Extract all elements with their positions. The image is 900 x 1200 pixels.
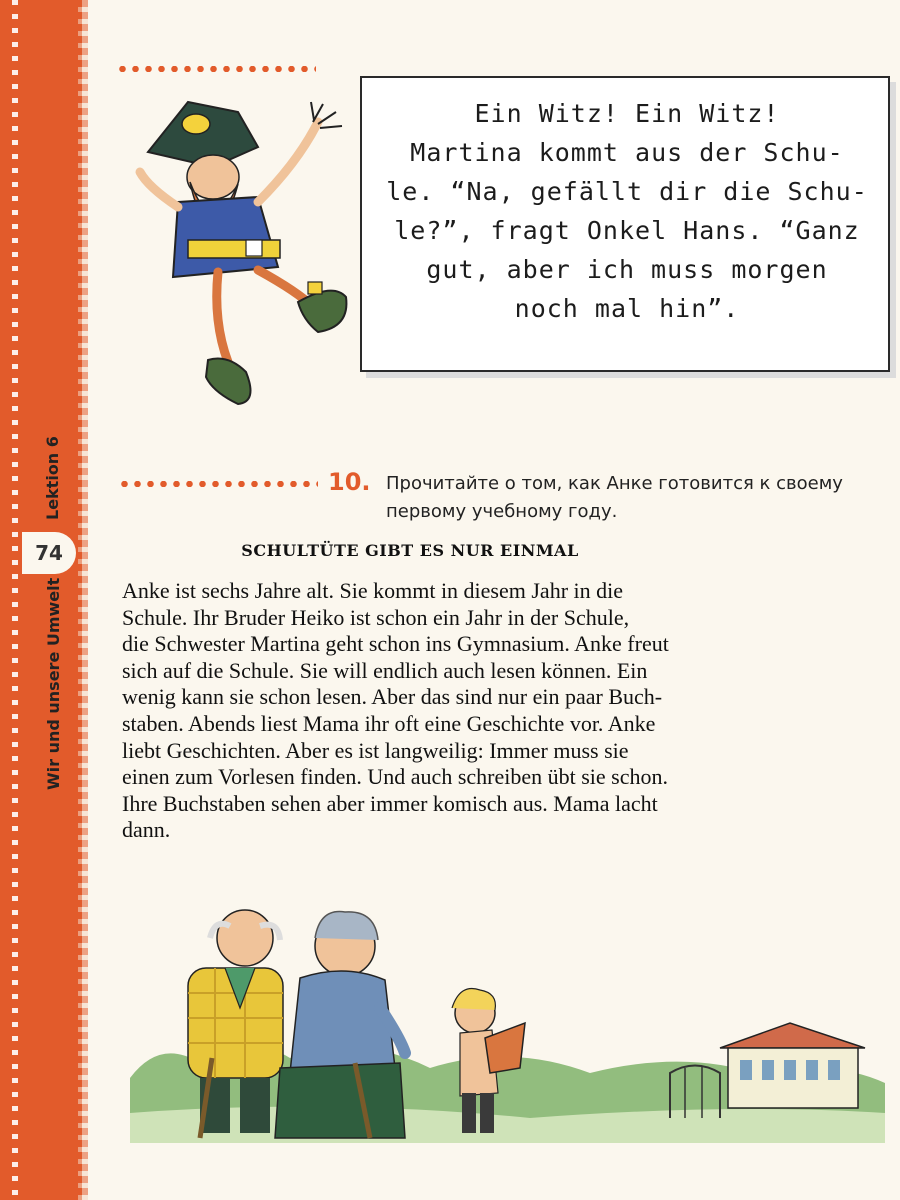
reading-line: liebt Geschichten. Aber es ist langweilig: Immer muss sie — [122, 737, 629, 763]
reading-line: dann. — [122, 817, 171, 843]
top-dotted-rule — [116, 66, 316, 72]
reading-text — [122, 578, 882, 844]
exercise-number: 10. — [328, 468, 371, 496]
joke-box — [360, 76, 890, 372]
lesson-label: Lektion 6 — [43, 436, 62, 520]
exercise-instruction: Прочитайте о том, как Анке готовится к своему первому учебному году. — [386, 473, 843, 522]
wizard-illustration — [118, 92, 358, 422]
reading-line: die Schwester Martina geht schon ins Gymnasium. Anke freut — [122, 631, 669, 657]
reading-line: Anke ist sechs Jahre alt. Sie kommt in diesem Jahr in die — [122, 578, 624, 603]
reading-line: Ihre Buchstaben sehen aber immer komisch aus. Mama lacht — [122, 790, 658, 816]
family-walking-illustration — [130, 898, 885, 1143]
reading-line: sich auf die Schule. Sie will endlich auch lesen können. Ein — [122, 657, 648, 683]
exercise-dotted-rule — [118, 481, 318, 487]
joke-text: Ein Witz! Ein Witz! Martina kommt aus der Schu- le. “Na, gefällt dir die Schu- le?”, fragt Onkel Hans. “Ganz gut, aber ich muss morgen noch mal hin”. — [386, 99, 868, 323]
side-margin-dots — [12, 0, 18, 1200]
reading-title: SCHULTÜTE GIBT ES NUR EINMAL — [241, 541, 579, 560]
reading-line: wenig kann sie schon lesen. Aber das sind nur ein paar Buch- — [122, 684, 663, 710]
page-number: 74 — [22, 532, 76, 574]
reading-line: staben. Abends liest Mama ihr oft eine Geschichte vor. Anke — [122, 710, 656, 736]
reading-line: einen zum Vorlesen finden. Und auch schreiben übt sie schon. — [122, 764, 668, 790]
reading-line: Schule. Ihr Bruder Heiko ist schon ein Jahr in der Schule, — [122, 604, 630, 630]
unit-title: Wir und unsere Umwelt — [44, 577, 63, 790]
